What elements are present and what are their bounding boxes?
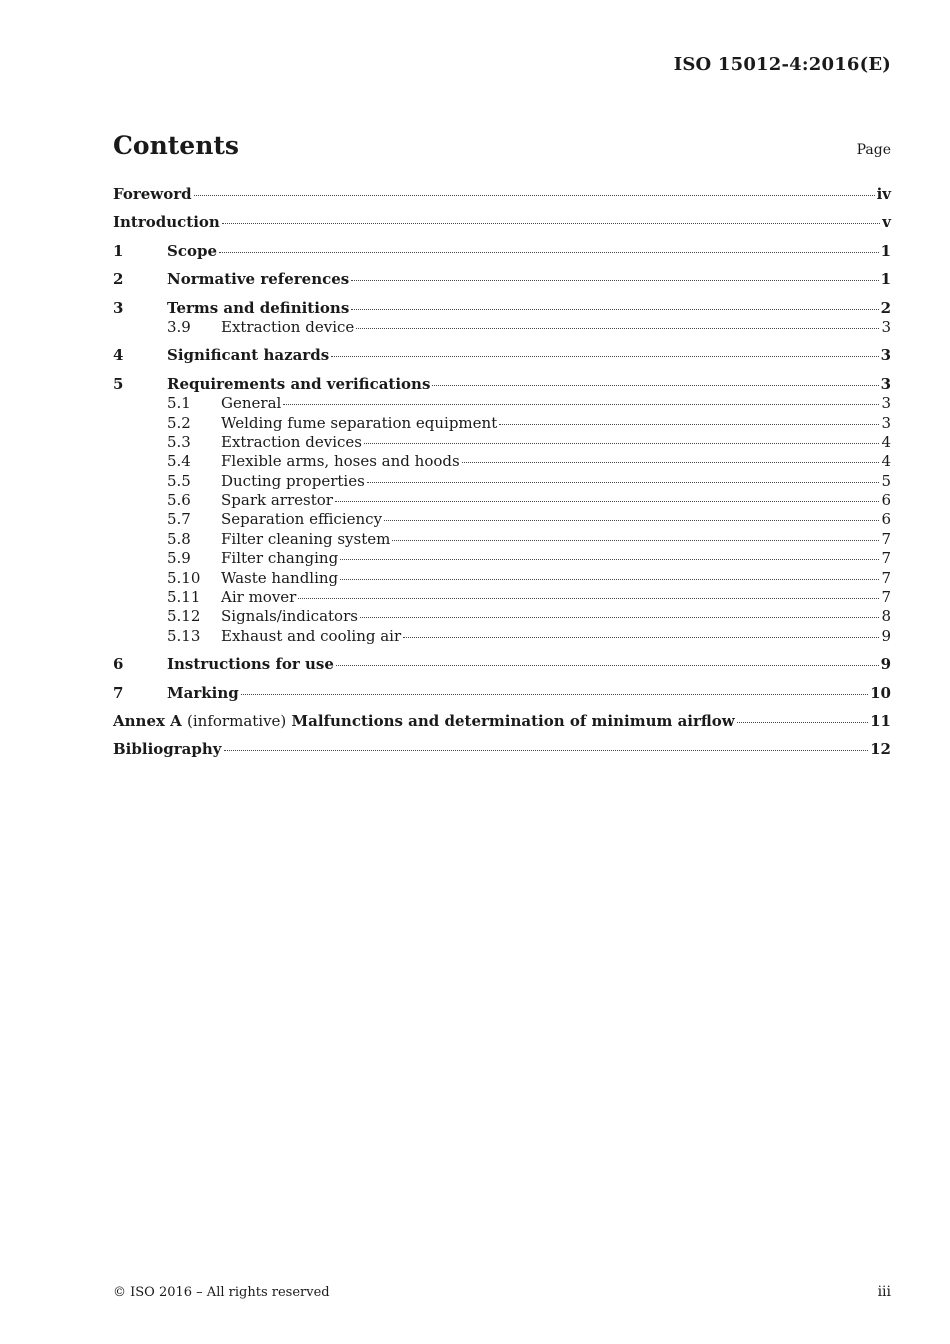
dot-leader: [432, 384, 878, 386]
toc-entry-page: 2: [880, 298, 891, 317]
dot-leader: [392, 539, 879, 541]
toc-entry-number: 5.6: [167, 491, 191, 510]
toc-entry-page: 3: [881, 413, 891, 432]
dot-leader: [331, 355, 878, 357]
dot-leader: [462, 461, 880, 463]
dot-leader: [340, 578, 879, 580]
toc-entry-marking[interactable]: [113, 684, 891, 703]
toc-entry-title: Flexible arms, hoses and hoods: [221, 452, 460, 471]
toc-entry-page: 10: [870, 683, 891, 702]
toc-entry-bibliography[interactable]: [113, 740, 891, 759]
toc-entry-number: 5.3: [167, 432, 191, 451]
toc-subentry-filter-changing[interactable]: [113, 549, 891, 568]
toc-entry-title: [113, 712, 735, 730]
toc-entry-number: 5.11: [167, 588, 201, 607]
toc-entry-title: Marking: [167, 683, 239, 702]
toc-entry-title: Signals/indicators: [221, 607, 358, 626]
toc-entry-terms-and-definitions[interactable]: [113, 299, 891, 318]
toc-entry-title: Instructions for use: [167, 655, 334, 674]
toc-entry-page: 3: [880, 374, 891, 393]
table-of-contents: [113, 185, 891, 760]
toc-entry-title: Introduction: [113, 213, 220, 232]
toc-entry-page: 1: [880, 270, 891, 289]
toc-entry-title: Spark arrestor: [221, 491, 333, 510]
toc-entry-title: General: [221, 394, 282, 413]
toc-subentry-welding-fume-separation-equipment[interactable]: [113, 414, 891, 433]
toc-entry-title: Welding fume separation equipment: [221, 413, 498, 432]
dot-leader: [298, 597, 879, 599]
dot-leader: [241, 693, 868, 695]
toc-entry-number: 5.12: [167, 607, 201, 626]
annex-informative-tag: (informative): [187, 711, 287, 730]
toc-entry-page: 7: [881, 568, 891, 587]
dot-leader: [340, 558, 879, 560]
toc-subentry-signals-indicators[interactable]: [113, 607, 891, 626]
toc-entry-title: Requirements and verifications: [167, 374, 431, 393]
toc-entry-number: 5.4: [167, 452, 191, 471]
toc-entry-title: Waste handling: [221, 568, 339, 587]
toc-entry-title: Significant hazards: [167, 346, 330, 365]
dot-leader: [224, 749, 869, 751]
toc-entry-requirements-and-verifications[interactable]: [113, 375, 891, 394]
toc-entry-number: 6: [113, 655, 124, 674]
toc-entry-title: Extraction device: [221, 317, 355, 336]
toc-entry-annex-a[interactable]: [113, 712, 891, 731]
toc-entry-number: 4: [113, 346, 124, 365]
toc-entry-page: 11: [870, 711, 891, 730]
toc-subentry-waste-handling[interactable]: [113, 569, 891, 588]
toc-subentry-spark-arrestor[interactable]: [113, 491, 891, 510]
toc-entry-title: Bibliography: [113, 740, 222, 759]
dot-leader: [367, 481, 880, 483]
dot-leader: [364, 442, 879, 444]
annex-title: Malfunctions and determination of minimum airflow: [291, 711, 735, 730]
dot-leader: [356, 327, 879, 329]
toc-subentry-filter-cleaning-system[interactable]: [113, 530, 891, 549]
toc-entry-significant-hazards[interactable]: [113, 346, 891, 365]
dot-leader: [219, 251, 879, 253]
toc-entry-instructions-for-use[interactable]: [113, 655, 891, 674]
toc-entry-number: 5.10: [167, 568, 201, 587]
toc-entry-page: 9: [881, 626, 891, 645]
toc-entry-number: 5.2: [167, 413, 191, 432]
dot-leader: [222, 222, 880, 224]
toc-subentry-general[interactable]: [113, 394, 891, 413]
toc-entry-page: 7: [881, 529, 891, 548]
toc-entry-title: Filter changing: [221, 549, 339, 568]
toc-entry-foreword[interactable]: [113, 185, 891, 204]
toc-entry-number: 5.5: [167, 471, 191, 490]
toc-entry-number: 5.1: [167, 394, 191, 413]
toc-entry-page: 3: [881, 394, 891, 413]
toc-entry-number: 3: [113, 298, 124, 317]
toc-entry-number: 3.9: [167, 317, 191, 336]
toc-subentry-air-mover[interactable]: [113, 588, 891, 607]
toc-entry-title: Air mover: [221, 588, 297, 607]
toc-entry-page: 12: [870, 740, 891, 759]
toc-entry-introduction[interactable]: [113, 213, 891, 232]
dot-leader: [499, 423, 879, 425]
toc-entry-page: 9: [880, 655, 891, 674]
toc-entry-page: v: [882, 213, 891, 232]
toc-entry-title: Exhaust and cooling air: [221, 626, 402, 645]
dot-leader: [737, 721, 868, 723]
toc-entry-title: Normative references: [167, 270, 350, 289]
toc-entry-title: Foreword: [113, 185, 192, 203]
toc-entry-number: 5: [113, 374, 124, 393]
toc-entry-title: Terms and definitions: [167, 298, 350, 317]
toc-entry-page: 6: [881, 510, 891, 529]
dot-leader: [194, 194, 875, 196]
toc-entry-title: Extraction devices: [221, 432, 362, 451]
toc-subentry-ducting-properties[interactable]: [113, 472, 891, 491]
copyright-notice: © ISO 2016 – All rights reserved: [113, 1285, 330, 1300]
toc-entry-page: 4: [881, 452, 891, 471]
toc-entry-number: 5.13: [167, 626, 201, 645]
toc-subentry-extraction-devices[interactable]: [113, 433, 891, 452]
toc-entry-number: 2: [113, 270, 124, 289]
dot-leader: [351, 279, 878, 281]
toc-entry-page: 1: [880, 241, 891, 260]
toc-entry-number: 5.9: [167, 549, 191, 568]
toc-entry-title: Scope: [167, 241, 218, 260]
toc-entry-scope[interactable]: [113, 242, 891, 261]
toc-entry-page: 7: [881, 549, 891, 568]
toc-entry-number: 5.7: [167, 510, 191, 529]
dot-leader: [360, 616, 879, 618]
dot-leader: [384, 519, 879, 521]
toc-entry-page: 6: [881, 491, 891, 510]
toc-entry-title: Separation efficiency: [221, 510, 383, 529]
toc-subentry-extraction-device[interactable]: [113, 318, 891, 337]
dot-leader: [336, 664, 879, 666]
dot-leader: [283, 403, 879, 405]
dot-leader: [335, 500, 880, 502]
dot-leader: [351, 308, 878, 310]
toc-entry-title: Filter cleaning system: [221, 529, 391, 548]
toc-entry-number: 7: [113, 683, 124, 702]
page-column-label: Page: [856, 142, 891, 158]
dot-leader: [403, 636, 879, 638]
toc-subentry-exhaust-and-cooling-air[interactable]: [113, 627, 891, 646]
toc-entry-page: 4: [881, 432, 891, 451]
toc-entry-page: 5: [881, 471, 891, 490]
toc-subentry-flexible-arms[interactable]: [113, 452, 891, 471]
toc-subentry-separation-efficiency[interactable]: [113, 510, 891, 529]
toc-entry-page: iv: [876, 185, 891, 203]
toc-entry-page: 7: [881, 588, 891, 607]
toc-entry-page: 3: [880, 346, 891, 365]
toc-entry-normative-references[interactable]: [113, 270, 891, 289]
toc-entry-number: 5.8: [167, 529, 191, 548]
toc-entry-page: 3: [881, 317, 891, 336]
toc-entry-page: 8: [881, 607, 891, 626]
document-id: ISO 15012-4:2016(E): [673, 54, 891, 75]
toc-entry-title: Ducting properties: [221, 471, 365, 490]
toc-entry-number: 1: [113, 241, 124, 260]
page-title: Contents: [113, 131, 240, 160]
annex-label: Annex A: [113, 711, 182, 730]
page-number: iii: [877, 1284, 891, 1300]
